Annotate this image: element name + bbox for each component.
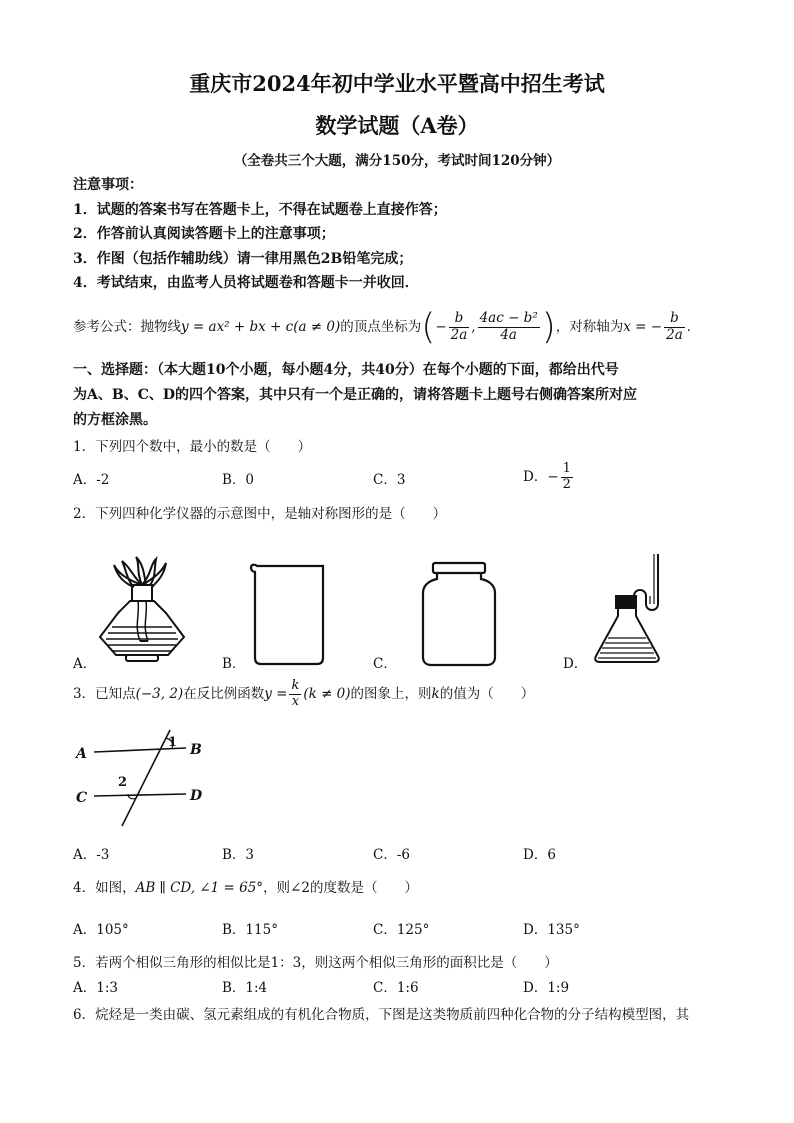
q2-stem: 2．下列四种化学仪器的示意图中，是轴对称图形的是（ ）: [73, 506, 447, 522]
q3-func-lhs: y =: [264, 686, 288, 702]
q1-option-c: C．3: [373, 472, 406, 488]
q3-k: k: [431, 686, 440, 702]
formula-condition: (a ≠ 0): [293, 319, 341, 335]
q5-option-d: D．1:9: [523, 980, 570, 996]
q3-point: (−3, 2): [135, 686, 184, 702]
axis-numerator: b: [664, 311, 685, 328]
q3-func-numerator: k: [291, 678, 300, 694]
section1-line3: 的方框涂黑。: [73, 412, 157, 428]
note-item-3: 3．作图（包括作辅助线）请一律用黑色2B铅笔完成；: [73, 251, 413, 267]
q3-func-denominator: x: [291, 694, 300, 709]
q1-stem: 1．下列四个数中，最小的数是（ ）: [73, 439, 312, 455]
q5-option-c: C．1:6: [373, 980, 419, 996]
q4-condition: AB ∥ CD, ∠1 = 65°: [135, 880, 264, 896]
vertex-x-numerator: b: [449, 311, 470, 328]
q4-stem-a: 4．如图，: [73, 880, 136, 896]
transversal-line: [122, 730, 170, 826]
q4-option-a: A．105°: [73, 922, 129, 938]
q3-func-condition: (k ≠ 0): [303, 686, 351, 702]
axis-denominator: 2a: [666, 327, 683, 343]
q2-label-d: D．: [563, 656, 588, 672]
label-d: D: [190, 788, 203, 804]
q2-label-b: B．: [222, 656, 246, 672]
q1-option-b: B．0: [222, 472, 255, 488]
q4-option-b: B．115°: [222, 922, 278, 938]
q3-stem-d: 的值为（ ）: [439, 686, 535, 702]
q2-label-c: C．: [373, 656, 397, 672]
angle-2-label: 2: [118, 775, 128, 790]
section1-line1: 一、选择题：（本大题10个小题，每小题4分，共40分）在每个小题的下面，都给出代号: [73, 362, 619, 378]
q1-option-d-label: D．−: [523, 469, 559, 485]
beaker-figure: [247, 562, 331, 666]
vertex-y-denominator: 4a: [500, 327, 517, 343]
reagent-bottle-figure: [421, 561, 497, 667]
conical-flask-figure: [590, 552, 664, 664]
note-item-4: 4．考试结束，由监考人员将试题卷和答题卡一并收回．: [73, 275, 419, 291]
q5-stem: 5．若两个相似三角形的相似比是1：3，则这两个相似三角形的面积比是（ ）: [73, 955, 558, 971]
q4-option-c: C．125°: [373, 922, 430, 938]
q4-option-d: D．135°: [523, 922, 580, 938]
formula-axis-text: ，对称轴为: [555, 319, 624, 335]
q3-option-d: D．6: [523, 847, 556, 863]
exam-title: 重庆市2024年初中学业水平暨高中招生考试: [189, 71, 605, 96]
q3-stem-a: 3．已知点: [73, 686, 136, 702]
note-item-2: 2．作答前认真阅读答题卡上的注意事项；: [73, 226, 335, 242]
q3-stem-b: 在反比例函数: [183, 686, 265, 702]
q3-option-a: A．-3: [73, 847, 110, 863]
subject-title: 数学试题（A卷）: [315, 113, 479, 138]
label-b: B: [190, 742, 202, 758]
formula-end: ．: [686, 319, 701, 335]
axis-lhs: x = −: [623, 319, 663, 335]
label-c: C: [76, 790, 88, 806]
formula-vertex-text: 的顶点坐标为: [340, 319, 422, 335]
q6-stem: 6．烷烃是一类由碳、氢元素组成的有机化合物质，下图是这类物质前四种化合物的分子结构模型图，其: [73, 1007, 690, 1023]
section1-line2: 为A、B、C、D的四个答案，其中只有一个是正确的，请将答题卡上题号右侧确答案所对应: [73, 387, 637, 403]
formula-prefix: 参考公式：抛物线: [73, 319, 181, 335]
q5-option-b: B．1:4: [222, 980, 268, 996]
q4-stem: [73, 876, 418, 896]
formula-equation: y = ax² + bx + c: [181, 319, 294, 335]
line-cd: [94, 794, 186, 796]
q4-stem-b: ，则∠2的度数是（ ）: [263, 880, 418, 896]
q2-label-a: A．: [73, 656, 97, 672]
angle-1-label: 1: [168, 735, 178, 750]
q3-stem: [73, 676, 534, 712]
q5-option-a: A．1:3: [73, 980, 118, 996]
q1-d-denominator: 2: [562, 477, 571, 492]
note-item-1: 1．试题的答案书写在答题卡上，不得在试题卷上直接作答；: [73, 202, 447, 218]
q3-stem-c: 的图象上，则: [350, 686, 432, 702]
q3-option-b: B．3: [222, 847, 255, 863]
label-a: A: [76, 746, 87, 762]
q1-option-d: [523, 458, 575, 496]
reference-formula: 参考公式：抛物线y = ax² + bx + c(a ≠ 0)的顶点坐标为(− $\frac{b}{2a}$ , $\frac{\text{4ac − b²}}{4a}$ )，对称轴为x = − $\frac{b}{2a}$ ．: [73, 306, 701, 348]
vertex-x-denominator: 2a: [450, 327, 468, 343]
q1-option-a: A．-2: [73, 472, 110, 488]
exam-info: （全卷共三个大题，满分150分，考试时间120分钟）: [233, 153, 561, 169]
vertex-y-numerator: 4ac − b²: [479, 310, 538, 327]
parallel-lines-figure: [72, 728, 212, 830]
notes-heading: 注意事项：: [73, 177, 143, 193]
q3-option-c: C．-6: [373, 847, 410, 863]
alcohol-lamp-figure: [96, 555, 188, 667]
q1-d-numerator: 1: [562, 461, 571, 477]
